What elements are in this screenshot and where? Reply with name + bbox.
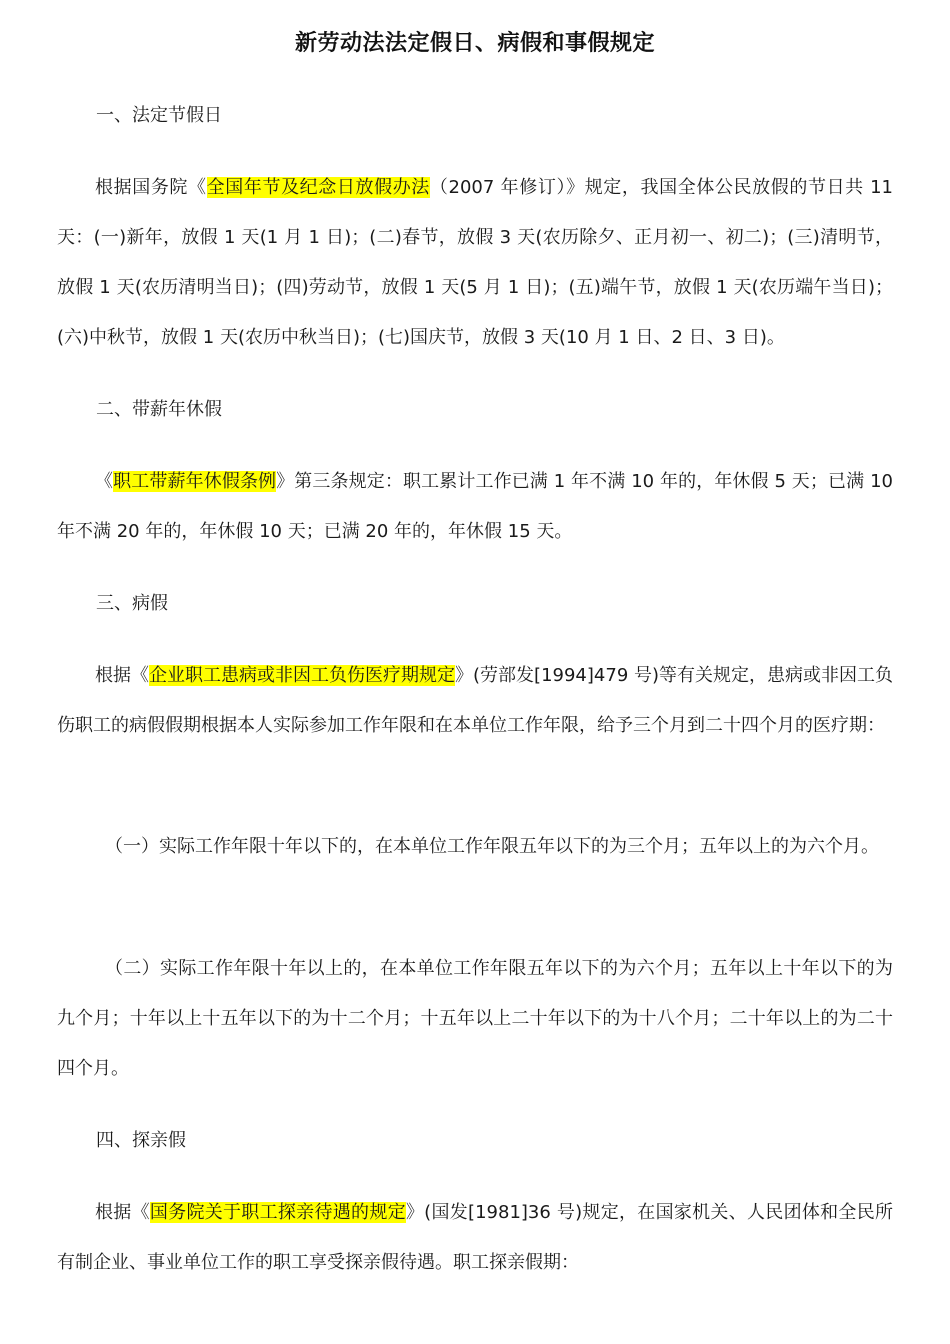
text-segment: 》第三条规定：职工累计工作已满 1 年不满 10 年的，年休假 5 天；已满 10 年不满 20 年的，年休假 10 天；已满 20 年的，年休假 15 天。: [57, 471, 894, 542]
highlighted-regulation-title: 企业职工患病或非因工负伤医疗期规定: [149, 665, 456, 686]
text-segment: 根据《: [95, 665, 150, 686]
highlighted-regulation-title: 国务院关于职工探亲待遇的规定: [149, 1202, 406, 1223]
section-heading-family-visit-leave: 四、探亲假: [96, 1130, 186, 1151]
text-segment: 《: [95, 471, 114, 492]
section-heading-sick-leave: 三、病假: [96, 593, 168, 614]
paragraph-sick-leave: [57, 651, 893, 751]
text-segment: 根据《: [95, 1202, 150, 1223]
paragraph-family-visit-leave: [57, 1188, 893, 1288]
paragraph-sick-leave-item-1: （一）实际工作年限十年以下的，在本单位工作年限五年以下的为三个月；五年以上的为六个月。: [105, 836, 879, 857]
text-segment: 》(劳部发[1994]479 号)等有关规定，患病或非因工负伤职工的病假假期根据本人实际参加工作年限和在本单位工作年限，给予三个月到二十四个月的医疗期：: [57, 665, 894, 736]
paragraph-annual-leave: [57, 457, 893, 557]
document-title: 新劳动法法定假日、病假和事假规定: [294, 31, 655, 56]
highlighted-regulation-title: 职工带薪年休假条例: [113, 471, 277, 492]
paragraph-sick-leave-item-2: （二）实际工作年限十年以上的，在本单位工作年限五年以下的为六个月；五年以上十年以下的为九个月；十年以上十五年以下的为十二个月；十五年以上二十年以下的为十八个月；二十年以上的为二十四个月。: [57, 958, 893, 1079]
text-segment: 根据国务院《: [95, 177, 207, 198]
section-heading-holidays: 一、法定节假日: [96, 105, 222, 126]
highlighted-regulation-title: 全国年节及纪念日放假办法: [206, 177, 430, 198]
text-segment: （2007 年修订）》规定，我国全体公民放假的节日共 11 天：(一)新年，放假 1 天(1 月 1 日)；(二)春节，放假 3 天(农历除夕、正月初一、初二)；(三)清明节，放假 1 天(农历清明当日)；(四)劳动节，放假 1 天(5 月 1 日)；(五)端午节，放假 1 天(农历端午当日)；(六)中秋节，放假 1 天(农历中秋当日)；(七)国庆节，放假 3 天(10 月 1 日、2 日、3 日)。: [57, 177, 894, 348]
paragraph-holidays: [57, 163, 893, 363]
section-heading-annual-leave: 二、带薪年休假: [96, 399, 222, 420]
text-segment: 》(国发[1981]36 号)规定，在国家机关、人民团体和全民所有制企业、事业单位工作的职工享受探亲假待遇。职工探亲假期：: [57, 1202, 894, 1273]
